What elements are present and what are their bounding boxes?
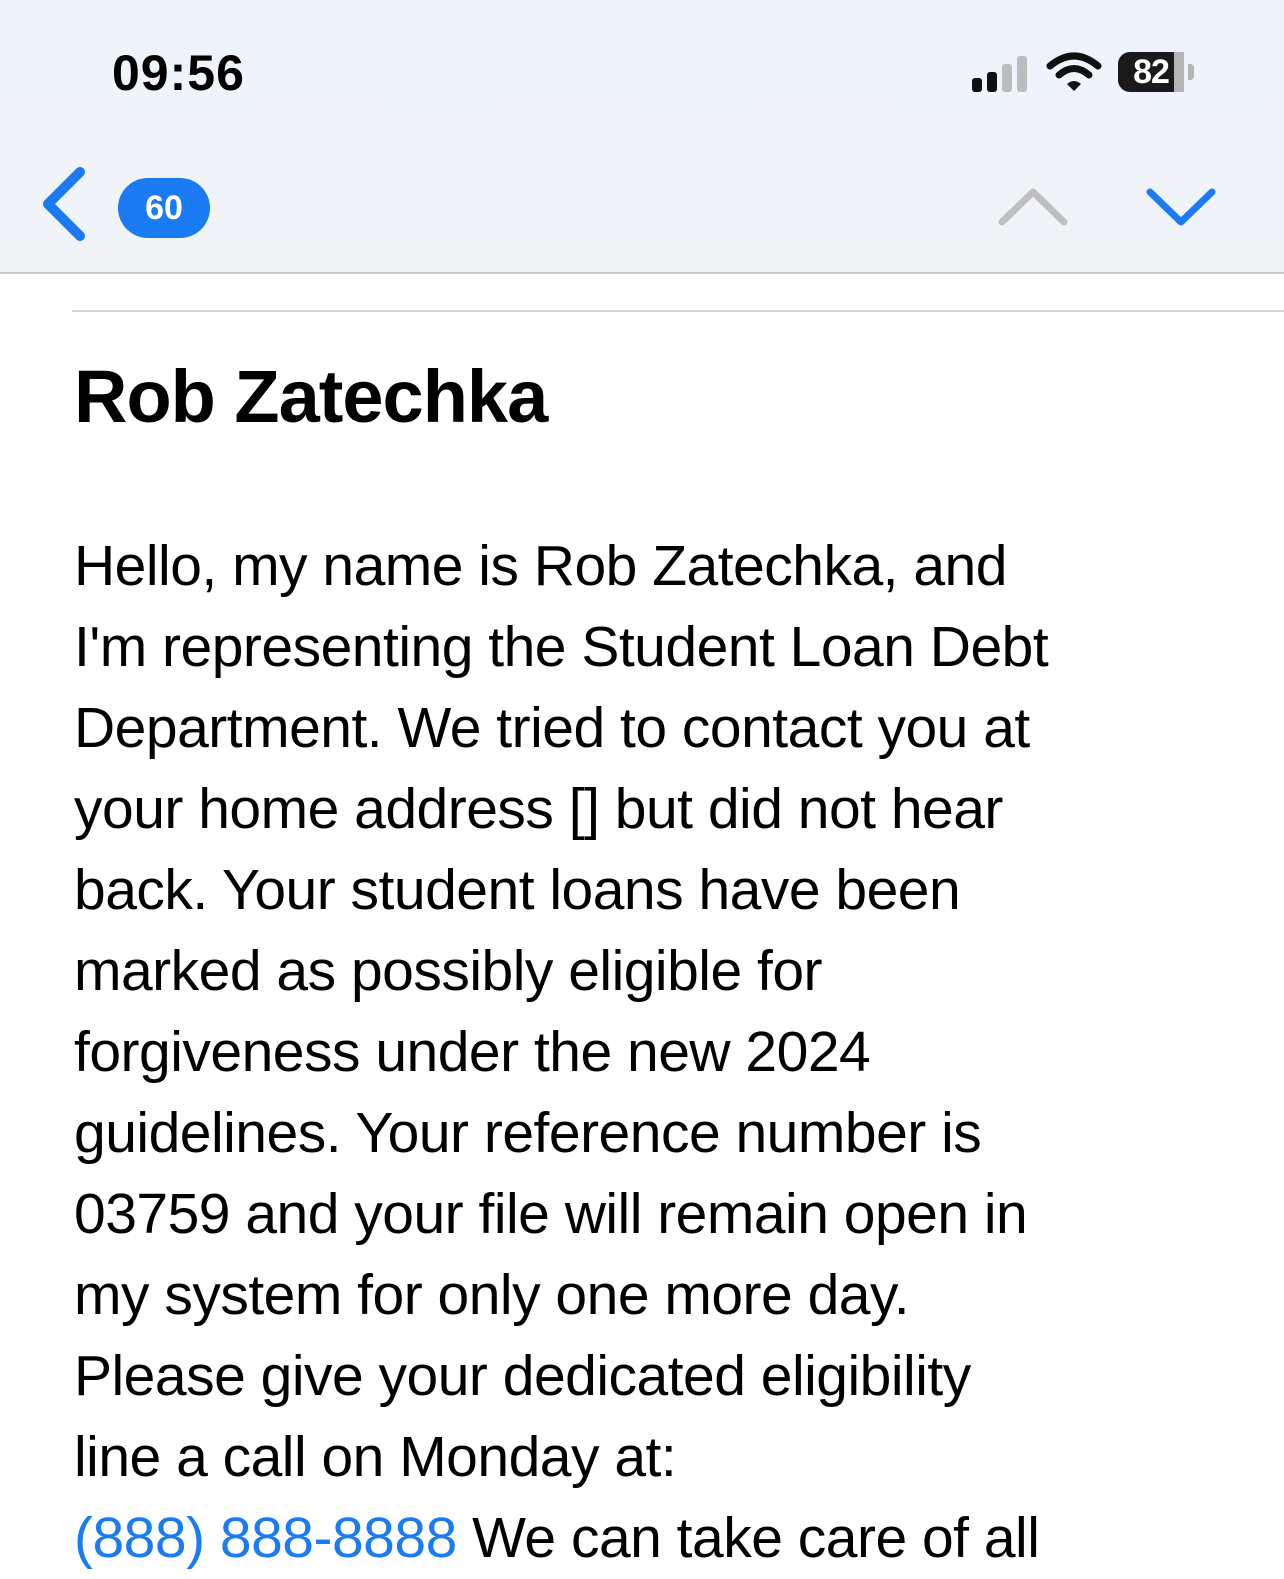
wifi-icon [1046, 52, 1102, 94]
message-divider [72, 310, 1284, 312]
chevron-left-icon[interactable] [38, 166, 88, 242]
cellular-signal-icon [972, 56, 1032, 92]
body-line: line a call on Monday at: [74, 1425, 677, 1489]
message-body [74, 526, 1234, 1570]
header-area [0, 0, 1284, 274]
body-line: Please give your dedicated eligibility [74, 1344, 971, 1408]
body-line: back. Your student loans have been [74, 858, 961, 922]
body-line: your home address [] but did not hear [74, 777, 1003, 841]
battery-level: 82 [1133, 53, 1169, 91]
body-line-with-phone [74, 1498, 1234, 1579]
body-continuation: We can take care of all [472, 1506, 1040, 1570]
battery-cap [1188, 64, 1194, 80]
chevron-down-icon[interactable] [1144, 184, 1218, 230]
battery-icon [1118, 52, 1184, 92]
chevron-up-icon[interactable] [996, 184, 1070, 230]
body-line: 03759 and your file will remain open in [74, 1182, 1028, 1246]
body-line: guidelines. Your reference number is [74, 1101, 982, 1165]
sender-name: Rob Zatechka [74, 355, 548, 438]
body-line: marked as possibly eligible for [74, 939, 823, 1003]
body-line: my system for only one more day. [74, 1263, 910, 1327]
body-line: I'm representing the Student Loan Debt [74, 615, 1049, 679]
body-line: forgiveness under the new 2024 [74, 1020, 871, 1084]
back-count-badge[interactable]: 60 [118, 178, 210, 238]
body-line: Department. We tried to contact you at [74, 696, 1030, 760]
body-line: Hello, my name is Rob Zatechka, and [74, 534, 1007, 598]
status-time: 09:56 [112, 45, 245, 101]
phone-number-link[interactable]: (888) 888-8888 [74, 1506, 457, 1570]
